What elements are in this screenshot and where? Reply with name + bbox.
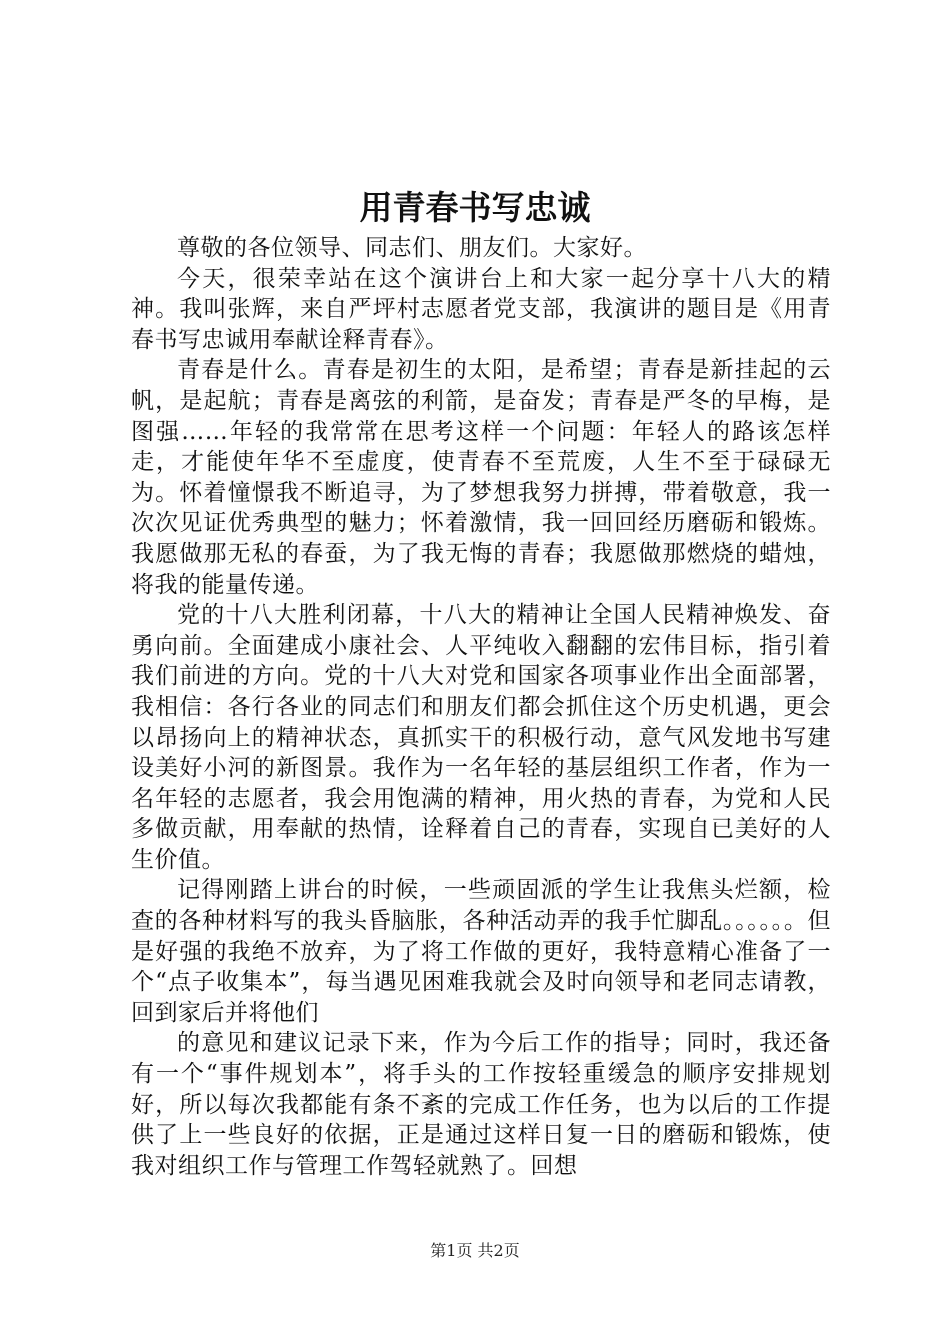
paragraph-teaching: 记得刚踏上讲台的时候，一些顽固派的学生让我焦头烂额，检查的各种材料写的我头昏脑胀，各种活动弄的我手忙脚乱。。。。。。但是好强的我绝不放弃，为了将工作做的更好，我特意精心准备了一个“点子收集本”，每当遇见困难我就会及时向领导和老同志请教，回到家后并将他们 (131, 877, 831, 1026)
document-title: 用青春书写忠诚 (359, 188, 591, 227)
paragraph-notes: 的意见和建议记录下来，作为今后工作的指导；同时，我还备有一个“事件规划本”，将手头的工作按轻重缓急的顺序安排规划好，所以每次我都能有条不紊的完成工作任务，也为以后的工作提供了上一些良好的依据，正是通过这样日复一日的磨砺和锻炼，使我对组织工作与管理工作驾轻就熟了。回想 (131, 1030, 831, 1179)
paragraph-congress: 党的十八大胜利闭幕，十八大的精神让全国人民精神焕发、奋勇向前。全面建成小康社会、人平纯收入翻翻的宏伟目标，指引着我们前进的方向。党的十八大对党和国家各项事业作出全面部署，我相信：各行各业的同志们和朋友们都会抓住这个历史机遇，更会以昂扬向上的精神状态，真抓实干的积极行动，意气风发地书写建设美好小河的新图景。我作为一名年轻的基层组织工作者，作为一名年轻的志愿者，我会用饱满的精神，用火热的青春，为党和人民多做贡献，用奉献的热情，诠释着自己的青春，实现自已美好的人生价值。 (131, 602, 831, 873)
page-number-footer: 第1页 共2页 (430, 1241, 520, 1260)
paragraph-youth: 青春是什么。青春是初生的太阳，是希望；青春是新挂起的云帆，是起航；青春是离弦的利箭，是奋发；青春是严冬的早梅，是图强……年轻的我常常在思考这样一个问题：年轻人的路该怎样走，才能使年华不至虚度，使青春不至荒废，人生不至于碌碌无为。怀着憧憬我不断追寻，为了梦想我努力拼搏，带着敬意，我一次次见证优秀典型的魅力；怀着激情，我一回回经历磨砺和锻炼。我愿做那无私的春蚕，为了我无悔的青春；我愿做那燃烧的蜡烛，将我的能量传递。 (131, 357, 831, 598)
document-body (131, 233, 831, 1181)
paragraph-greeting: 尊敬的各位领导、同志们、朋友们。大家好。 (177, 235, 647, 261)
paragraph-introduction: 今天，很荣幸站在这个演讲台上和大家一起分享十八大的精神。我叫张辉，来自严坪村志愿者党支部，我演讲的题目是《用青春书写忠诚用奉献诠释青春》。 (131, 265, 831, 353)
